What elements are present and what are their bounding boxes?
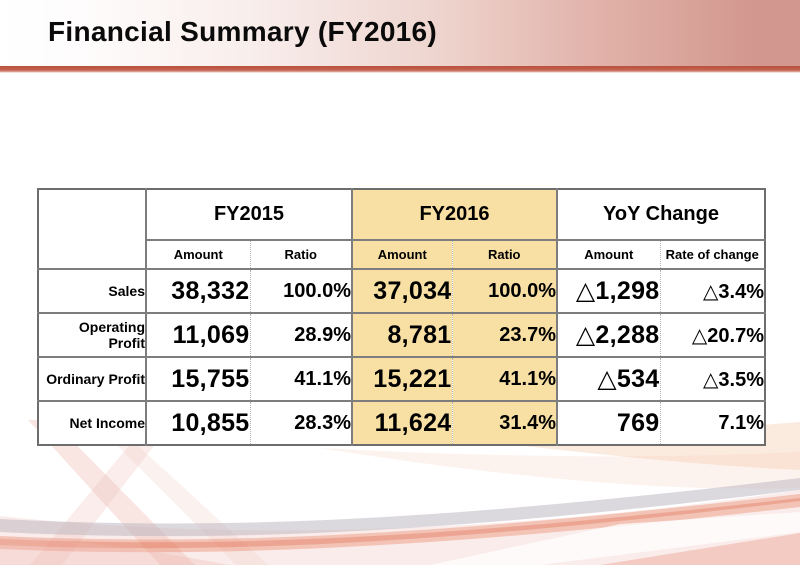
column-group-yoy-change: YoY Change [557,189,765,240]
table-cell: 15,221 [352,357,452,401]
row-label: Ordinary Profit [38,357,146,401]
table-subheader-row [38,240,765,269]
financial-summary-table [37,188,766,446]
corner-cell [38,189,146,269]
table-cell: △1,298 [557,269,660,313]
table-cell: 38,332 [146,269,250,313]
table-cell: 769 [557,401,660,445]
table-cell: 37,034 [352,269,452,313]
table-cell: 11,069 [146,313,250,357]
table-cell: 8,781 [352,313,452,357]
title-underline-rule [0,66,800,73]
row-label: Operating Profit [38,313,146,357]
table-cell: 100.0% [452,269,557,313]
table-cell: 7.1% [660,401,765,445]
table-cell: 23.7% [452,313,557,357]
table-cell: △20.7% [660,313,765,357]
table-row-operating-profit [38,313,765,357]
table-cell: 41.1% [452,357,557,401]
column-group-fy2015: FY2015 [146,189,352,240]
table-cell: 41.1% [250,357,352,401]
table-cell: 11,624 [352,401,452,445]
table-cell: 28.3% [250,401,352,445]
row-label: Sales [38,269,146,313]
table-row-ordinary-profit [38,357,765,401]
row-label: Net Income [38,401,146,445]
subheader-fy2015-amount: Amount [146,240,250,269]
table-cell: 28.9% [250,313,352,357]
table-cell: 15,755 [146,357,250,401]
table-cell: △3.4% [660,269,765,313]
table-cell: △534 [557,357,660,401]
table-row-sales [38,269,765,313]
subheader-yoy-amount: Amount [557,240,660,269]
table-cell: 31.4% [452,401,557,445]
column-group-fy2016: FY2016 [352,189,557,240]
title-band [0,0,800,66]
table-row-net-income [38,401,765,445]
table-cell: 100.0% [250,269,352,313]
subheader-fy2016-ratio: Ratio [452,240,557,269]
page-title: Financial Summary (FY2016) [48,16,438,47]
table-cell: △3.5% [660,357,765,401]
subheader-fy2015-ratio: Ratio [250,240,352,269]
subheader-yoy-rate: Rate of change [660,240,765,269]
table-cell: △2,288 [557,313,660,357]
table-group-header-row [38,189,765,240]
table-cell: 10,855 [146,401,250,445]
subheader-fy2016-amount: Amount [352,240,452,269]
